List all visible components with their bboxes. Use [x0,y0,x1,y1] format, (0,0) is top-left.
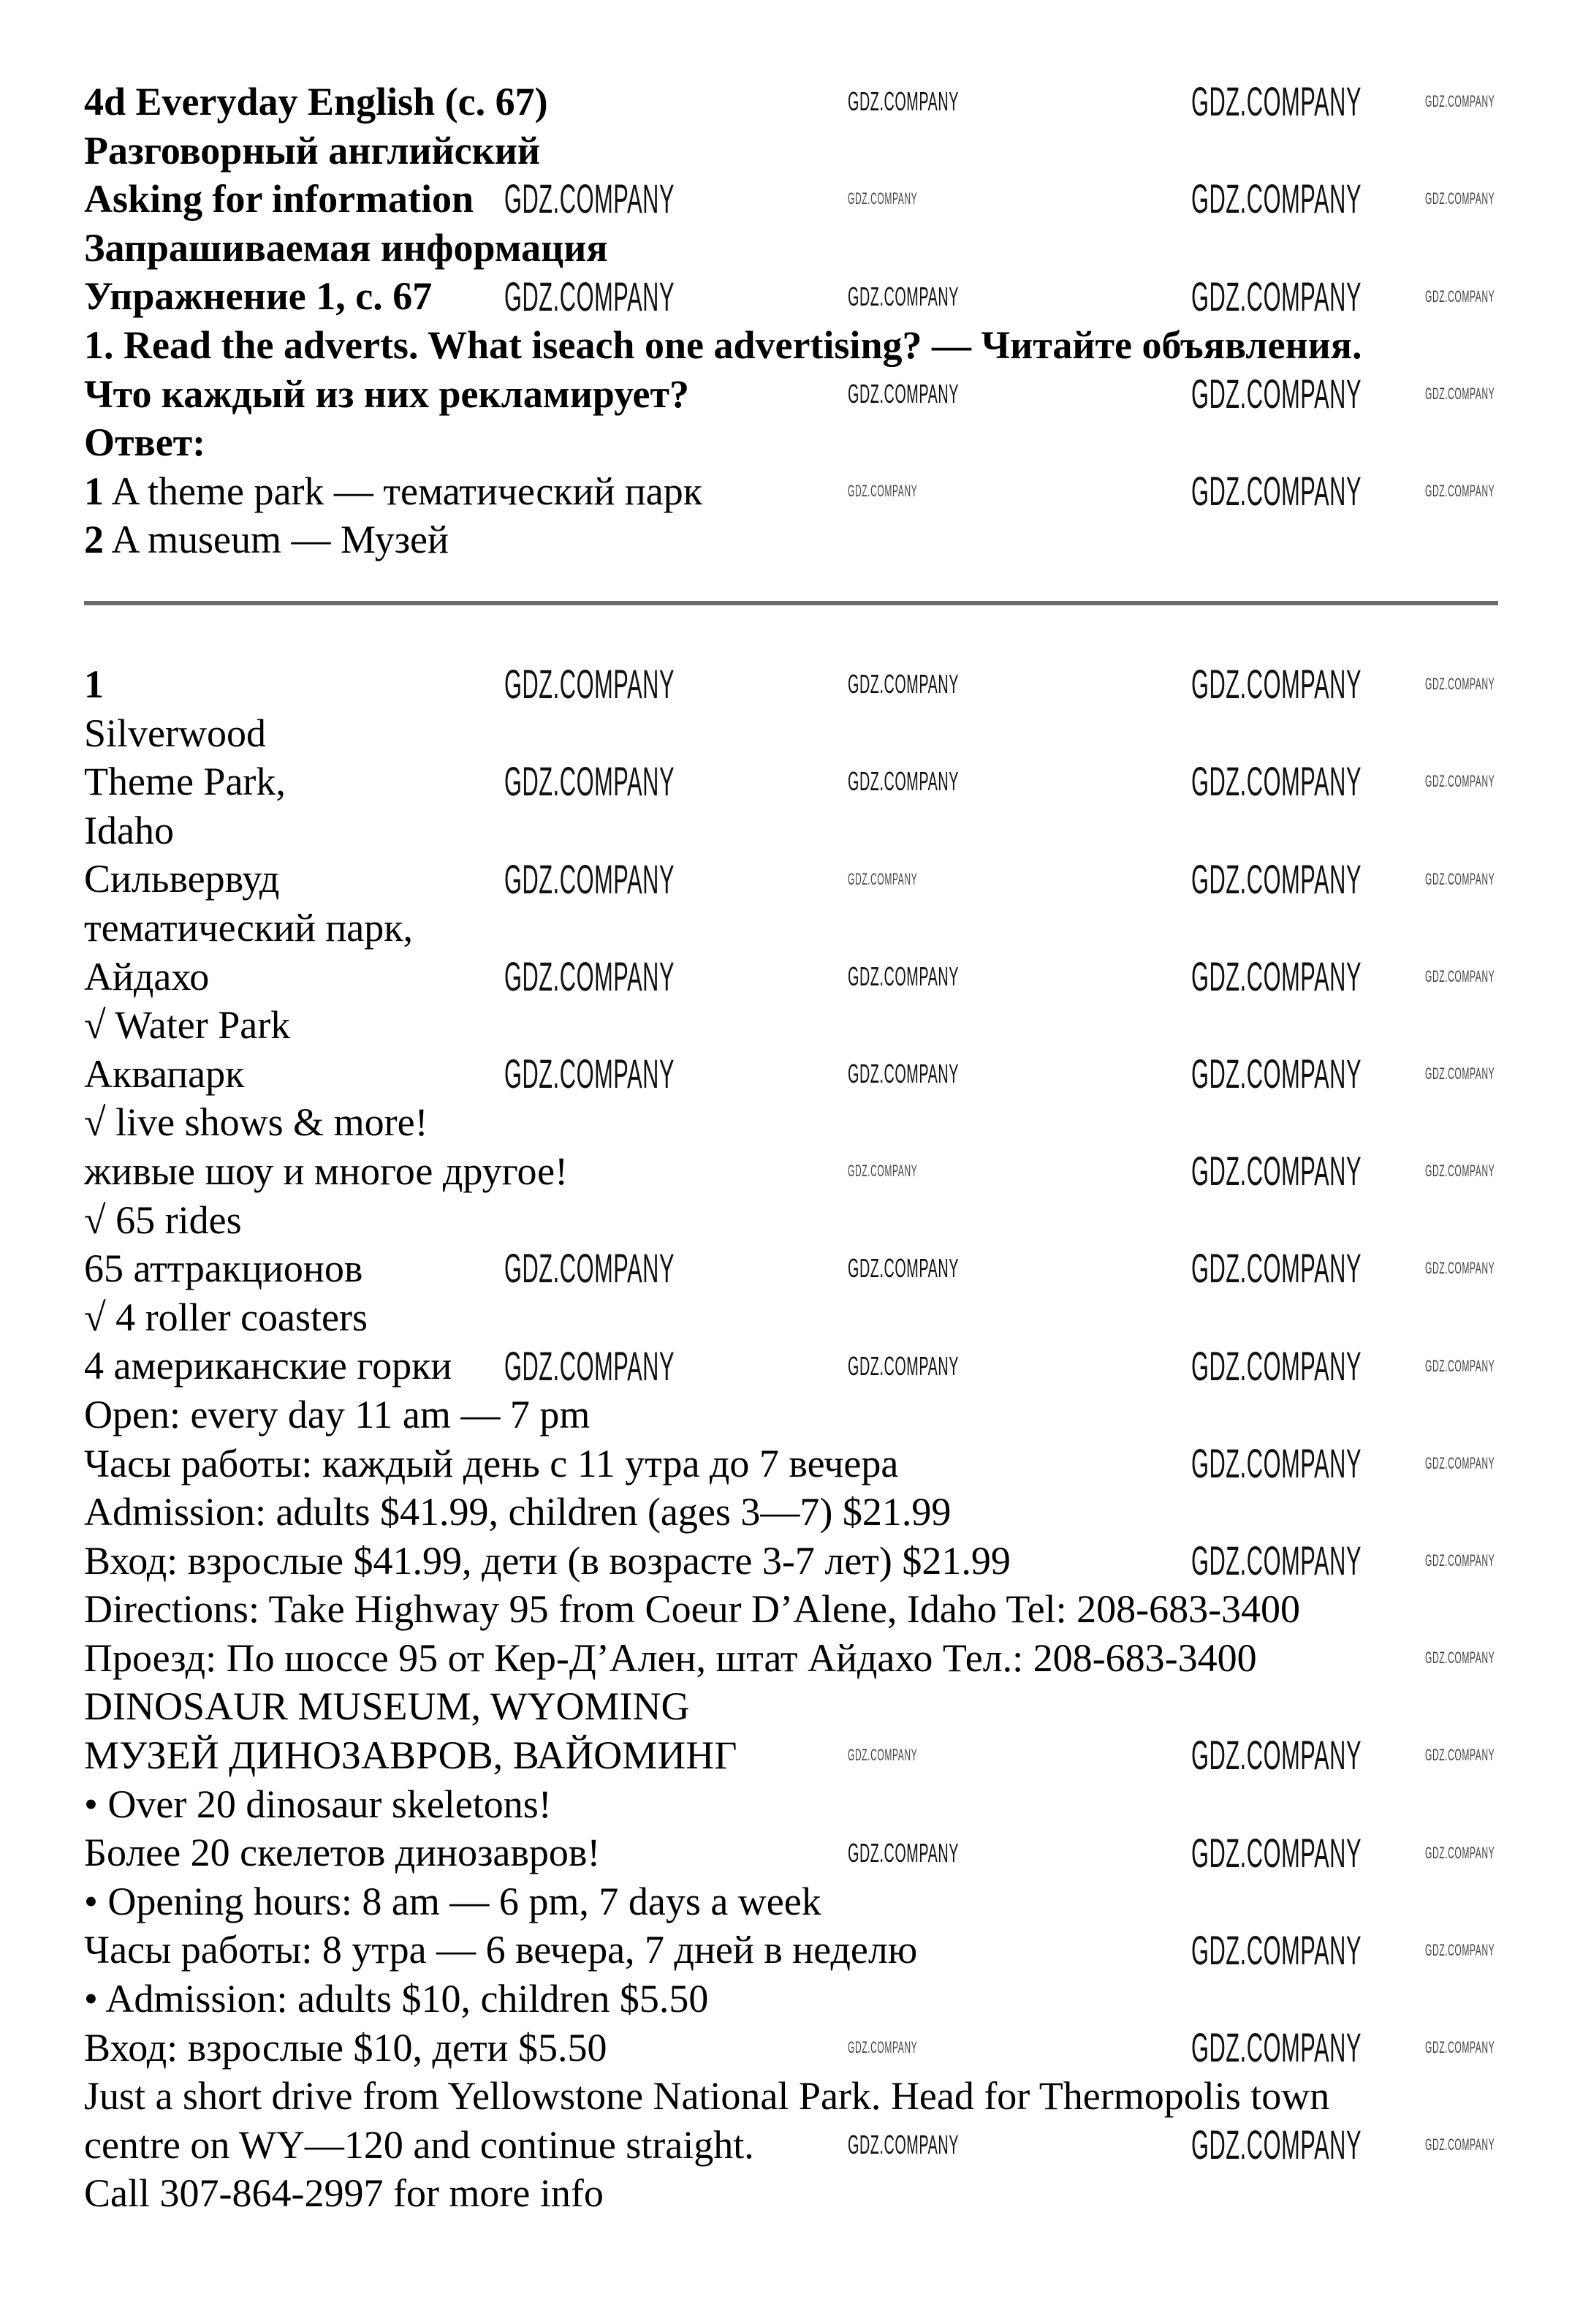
advert-line: • Admission: adults $10, children $5.50 [84,1977,709,2021]
watermark-text: GDZ.COMPANY [1191,468,1362,515]
watermark-text: GDZ.COMPANY [1191,2024,1362,2070]
page-title: 4d Everyday English (с. 67) [84,80,548,124]
advert-line: живые шоу и многое другое! [84,1148,569,1193]
watermark-text: GDZ.COMPANY [848,378,959,409]
watermark-text: GDZ.COMPANY [1425,1649,1495,1668]
watermark-text: GDZ.COMPANY [848,1746,918,1765]
watermark-text: GDZ.COMPANY [504,175,675,222]
advert-line: Just a short drive from Yellowstone National Park. Head for Thermopolis town [84,2074,1330,2119]
watermark-text: GDZ.COMPANY [1425,2037,1495,2056]
watermark-text: GDZ.COMPANY [1191,273,1362,319]
watermark-text: GDZ.COMPANY [504,1342,675,1389]
watermark-text: GDZ.COMPANY [1425,1843,1495,1862]
watermark-text: GDZ.COMPANY [1425,287,1495,306]
watermark-text: GDZ.COMPANY [1191,1342,1362,1389]
watermark-text: GDZ.COMPANY [1191,2121,1362,2168]
watermark-text: GDZ.COMPANY [848,669,959,700]
advert-lines [84,709,1329,2218]
advert-line: √ live shows & more! [84,1100,428,1145]
watermark-text: GDZ.COMPANY [848,1253,959,1284]
subtitle-ru: Запрашиваемая информация [84,225,608,270]
advert-line: Аквапарк [84,1051,245,1096]
watermark-text: GDZ.COMPANY [1425,675,1495,694]
watermark-text: GDZ.COMPANY [1425,869,1495,888]
watermark-text: GDZ.COMPANY [1191,1926,1362,1973]
watermark-text: GDZ.COMPANY [848,869,918,888]
watermark-text: GDZ.COMPANY [1191,1051,1362,1097]
watermark-text: GDZ.COMPANY [1191,1245,1362,1292]
watermark-text: GDZ.COMPANY [504,273,675,319]
watermark-text: GDZ.COMPANY [1425,2135,1495,2154]
advert-line: DINOSAUR MUSEUM, WYOMING [84,1684,690,1729]
watermark-text: GDZ.COMPANY [1191,1732,1362,1779]
watermark-text: GDZ.COMPANY [1425,1746,1495,1765]
watermark-text: GDZ.COMPANY [848,1350,959,1381]
advert-line: Сильвервуд [84,857,280,901]
watermark-text: GDZ.COMPANY [848,281,959,311]
exercise-heading: Упражнение 1, с. 67 [84,274,433,319]
advert-line: Open: every day 11 am — 7 pm [84,1392,591,1437]
watermark-text: GDZ.COMPANY [1425,1162,1495,1181]
watermark-text: GDZ.COMPANY [1191,1537,1362,1583]
watermark-text: GDZ.COMPANY [1191,78,1362,125]
advert-line: тематический парк, [84,905,414,950]
advert-line: • Over 20 dinosaur skeletons! [84,1782,552,1826]
watermark-text: GDZ.COMPANY [504,1245,675,1292]
advert-line: Idaho [84,808,174,852]
advert-line: 4 американские горки [84,1344,452,1388]
advert-line: Directions: Take Highway 95 from Coeur D’Alene, Idaho Tel: 208-683-3400 [84,1587,1301,1632]
advert-line: МУЗЕЙ ДИНОЗАВРОВ, ВАЙОМИНГ [84,1733,737,1778]
advert-line: Часы работы: каждый день с 11 утра до 7 вечера [84,1441,899,1485]
advert-line: 65 аттракционов [84,1246,363,1291]
watermark-text: GDZ.COMPANY [1425,1940,1495,1959]
watermark-text: GDZ.COMPANY [504,1051,675,1097]
watermark-text: GDZ.COMPANY [1425,92,1495,111]
advert-line: Айдахо [84,954,210,999]
watermark-text: GDZ.COMPANY [1191,661,1362,708]
answer-text: A museum — Музей [104,518,449,562]
answer-number: 1 [84,469,104,513]
watermark-text: GDZ.COMPANY [504,855,675,902]
watermark-text: GDZ.COMPANY [1425,772,1495,791]
advert-line: √ 65 rides [84,1197,242,1242]
advert-line: Theme Park, [84,760,286,804]
watermark-text: GDZ.COMPANY [1425,1259,1495,1278]
advert-line: Silverwood [84,711,266,755]
watermark-text: GDZ.COMPANY [1191,1148,1362,1195]
subtitle: Asking for information [84,177,474,222]
advert-line: √ 4 roller coasters [84,1295,368,1339]
answer-item [84,515,449,564]
watermark-text: GDZ.COMPANY [1425,966,1495,985]
watermark-text: GDZ.COMPANY [1191,1439,1362,1486]
watermark-text: GDZ.COMPANY [1425,1551,1495,1570]
watermark-text: GDZ.COMPANY [1191,855,1362,902]
watermark-text: GDZ.COMPANY [1425,189,1495,208]
watermark-text: GDZ.COMPANY [1191,758,1362,805]
watermark-text: GDZ.COMPANY [504,758,675,805]
watermark-text: GDZ.COMPANY [1191,953,1362,999]
advert-section [84,660,1329,2218]
advert-line: • Opening hours: 8 am — 6 pm, 7 days a week [84,1879,821,1923]
advert-line: √ Water Park [84,1003,291,1048]
task-text-line-1: 1. Read the adverts. What iseach one advertising? — Читайте объявления. [84,322,1362,367]
page-title-ru: Разговорный английский [84,128,540,173]
watermark-text: GDZ.COMPANY [848,766,959,797]
watermark-text: GDZ.COMPANY [1425,1356,1495,1375]
advert-line: Вход: взрослые $41.99, дети (в возрасте 3-7 лет) $21.99 [84,1538,1011,1583]
section-number: 1 [84,662,104,706]
watermark-text: GDZ.COMPANY [848,482,918,501]
advert-line: Вход: взрослые $10, дети $5.50 [84,2025,607,2070]
watermark-text: GDZ.COMPANY [848,2037,918,2056]
watermark-text: GDZ.COMPANY [848,961,959,991]
advert-line: Более 20 скелетов динозавров! [84,1831,601,1875]
section-divider [84,601,1498,605]
watermark-text: GDZ.COMPANY [1191,370,1362,417]
answer-label: Ответ: [84,420,206,465]
watermark-text: GDZ.COMPANY [848,2130,959,2160]
advert-line: Call 307-864-2997 for more info [84,2171,604,2216]
watermark-text: GDZ.COMPANY [848,1162,918,1181]
advert-line: centre on WY—120 and continue straight. [84,2122,754,2167]
watermark-text: GDZ.COMPANY [504,661,675,708]
answer-item [84,467,702,516]
task-text-line-2: Что каждый из них рекламирует? [84,371,689,416]
answer-number: 2 [84,518,104,562]
advert-line: Проезд: По шоссе 95 от Кер-Д’Ален, штат Айдахо Тел.: 208-683-3400 [84,1635,1257,1680]
watermark-text: GDZ.COMPANY [1425,384,1495,403]
watermark-text: GDZ.COMPANY [848,1837,959,1868]
watermark-text: GDZ.COMPANY [1191,175,1362,222]
watermark-text: GDZ.COMPANY [504,953,675,999]
watermark-text: GDZ.COMPANY [1425,1064,1495,1083]
advert-line: Часы работы: 8 утра — 6 вечера, 7 дней в неделю [84,1928,918,1972]
watermark-text: GDZ.COMPANY [1425,1453,1495,1472]
watermark-text: GDZ.COMPANY [1191,1829,1362,1876]
watermark-text: GDZ.COMPANY [848,1059,959,1089]
watermark-text: GDZ.COMPANY [848,86,959,117]
watermark-text: GDZ.COMPANY [848,189,918,208]
answer-text: A theme park — тематический парк [104,469,702,513]
advert-line: Admission: adults $41.99, children (ages 3—7) $21.99 [84,1490,952,1534]
watermark-text: GDZ.COMPANY [1425,482,1495,501]
